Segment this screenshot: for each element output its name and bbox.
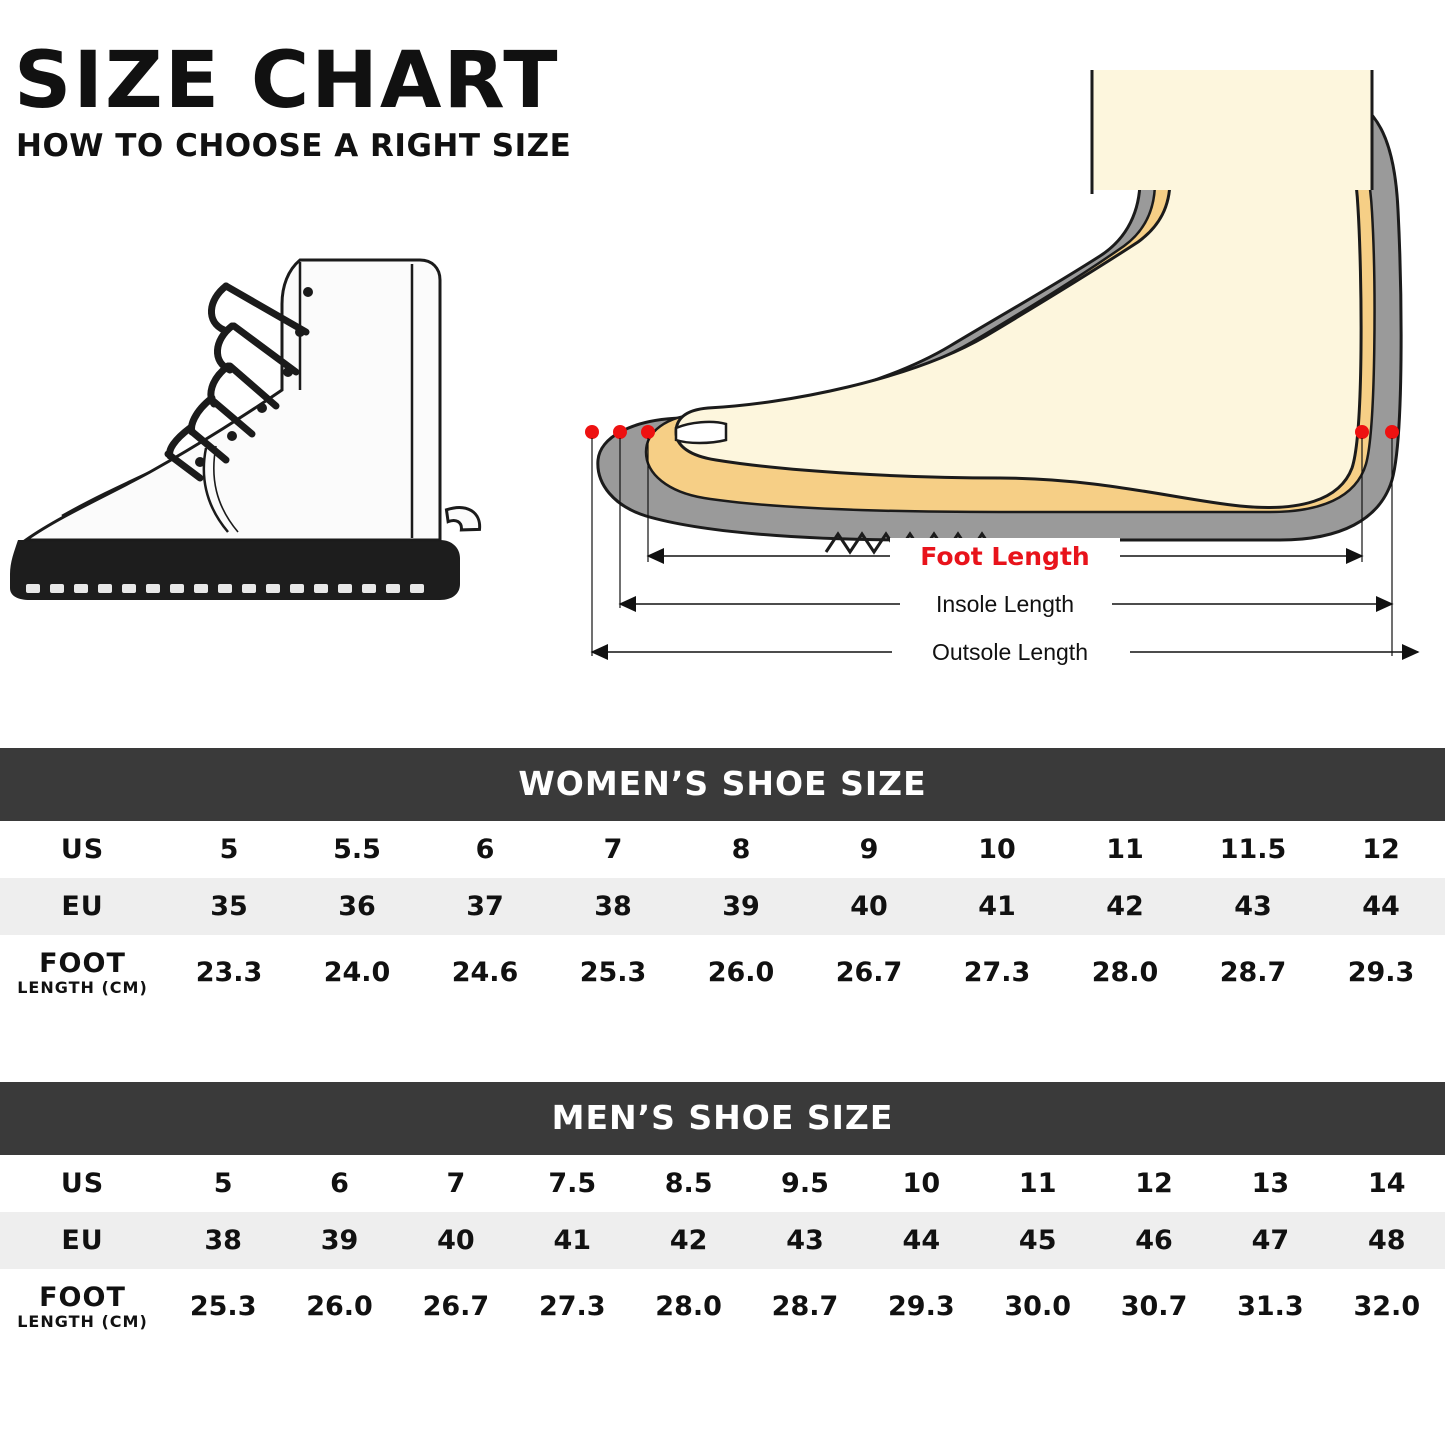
table-cell: 47 (1212, 1212, 1328, 1269)
insole-length-label: Insole Length (935, 591, 1075, 617)
table-cell: 46 (1096, 1212, 1212, 1269)
table-cell: 24.0 (293, 935, 421, 1010)
table-cell: 8.5 (630, 1155, 746, 1212)
table-cell: 12 (1096, 1155, 1212, 1212)
table-cell: 38 (549, 878, 677, 935)
table-cell: 5 (165, 821, 293, 878)
table-cell: 32.0 (1329, 1269, 1445, 1344)
table-cell: 26.0 (281, 1269, 397, 1344)
foot-measurement-diagram (580, 60, 1440, 690)
table-cell: 39 (677, 878, 805, 935)
mens-row-label-1: EU (0, 1212, 165, 1269)
table-cell: 24.6 (421, 935, 549, 1010)
table-cell: 41 (933, 878, 1061, 935)
page-title: SIZE CHART (14, 36, 560, 126)
table-cell: 37 (421, 878, 549, 935)
table-cell: 43 (747, 1212, 863, 1269)
foot-length-label: Foot Length (920, 542, 1090, 571)
table-cell: 11 (980, 1155, 1096, 1212)
table-cell: 30.7 (1096, 1269, 1212, 1344)
table-cell: 28.7 (1189, 935, 1317, 1010)
table-cell: 29.3 (1317, 935, 1445, 1010)
table-cell: 5 (165, 1155, 281, 1212)
table-row (0, 1212, 1445, 1269)
womens-row-label-0: US (0, 821, 165, 878)
table-cell: 25.3 (549, 935, 677, 1010)
table-cell: 48 (1329, 1212, 1445, 1269)
table-cell: 11 (1061, 821, 1189, 878)
page-subtitle: HOW TO CHOOSE A RIGHT SIZE (16, 128, 572, 165)
boot-upper (26, 260, 440, 540)
table-cell: 7.5 (514, 1155, 630, 1212)
table-cell: 45 (980, 1212, 1096, 1269)
womens-size-table-block (0, 748, 1445, 1010)
table-cell: 44 (863, 1212, 979, 1269)
table-cell: 42 (630, 1212, 746, 1269)
table-row (0, 935, 1445, 1010)
womens-row-label-1: EU (0, 878, 165, 935)
table-cell: 11.5 (1189, 821, 1317, 878)
table-cell: 28.0 (630, 1269, 746, 1344)
page-header (14, 36, 634, 165)
table-cell: 43 (1189, 878, 1317, 935)
womens-table-body (0, 821, 1445, 1010)
table-cell: 29.3 (863, 1269, 979, 1344)
mens-size-table-block (0, 1082, 1445, 1344)
table-cell: 40 (398, 1212, 514, 1269)
table-cell: 44 (1317, 878, 1445, 935)
table-cell: 28.7 (747, 1269, 863, 1344)
outsole-length-label: Outsole Length (931, 639, 1089, 665)
table-row (0, 821, 1445, 878)
mens-row-label-2: FOOT LENGTH (CM) (0, 1269, 165, 1344)
table-cell: 14 (1329, 1155, 1445, 1212)
table-cell: 25.3 (165, 1269, 281, 1344)
foot-length-dimension (648, 538, 1362, 574)
table-cell: 6 (281, 1155, 397, 1212)
mens-size-table (0, 1155, 1445, 1344)
boot-tread (26, 584, 424, 593)
boot-product-image (0, 240, 520, 640)
toe-detail (676, 422, 726, 443)
table-cell: 7 (398, 1155, 514, 1212)
table-cell: 27.3 (933, 935, 1061, 1010)
table-cell: 12 (1317, 821, 1445, 878)
womens-row-label-2: FOOT LENGTH (CM) (0, 935, 165, 1010)
table-cell: 27.3 (514, 1269, 630, 1344)
table-cell: 40 (805, 878, 933, 935)
table-cell: 9.5 (747, 1155, 863, 1212)
table-cell: 7 (549, 821, 677, 878)
womens-size-table (0, 821, 1445, 1010)
womens-table-title: WOMEN’S SHOE SIZE (0, 748, 1445, 821)
table-cell: 26.7 (805, 935, 933, 1010)
table-cell: 9 (805, 821, 933, 878)
table-cell: 26.7 (398, 1269, 514, 1344)
table-cell: 26.0 (677, 935, 805, 1010)
table-cell: 35 (165, 878, 293, 935)
insole-length-dimension (620, 586, 1392, 620)
table-row (0, 1269, 1445, 1344)
table-row (0, 878, 1445, 935)
table-cell: 41 (514, 1212, 630, 1269)
table-cell: 38 (165, 1212, 281, 1269)
table-row (0, 1155, 1445, 1212)
table-cell: 8 (677, 821, 805, 878)
mens-table-body (0, 1155, 1445, 1344)
mens-table-title: MEN’S SHOE SIZE (0, 1082, 1445, 1155)
table-cell: 5.5 (293, 821, 421, 878)
table-cell: 13 (1212, 1155, 1328, 1212)
table-cell: 42 (1061, 878, 1189, 935)
table-cell: 10 (933, 821, 1061, 878)
table-cell: 36 (293, 878, 421, 935)
table-cell: 6 (421, 821, 549, 878)
mens-row-label-0: US (0, 1155, 165, 1212)
table-cell: 31.3 (1212, 1269, 1328, 1344)
table-cell: 30.0 (980, 1269, 1096, 1344)
table-cell: 28.0 (1061, 935, 1189, 1010)
table-cell: 39 (281, 1212, 397, 1269)
table-cell: 10 (863, 1155, 979, 1212)
table-cell: 23.3 (165, 935, 293, 1010)
outsole-length-dimension (592, 634, 1418, 668)
